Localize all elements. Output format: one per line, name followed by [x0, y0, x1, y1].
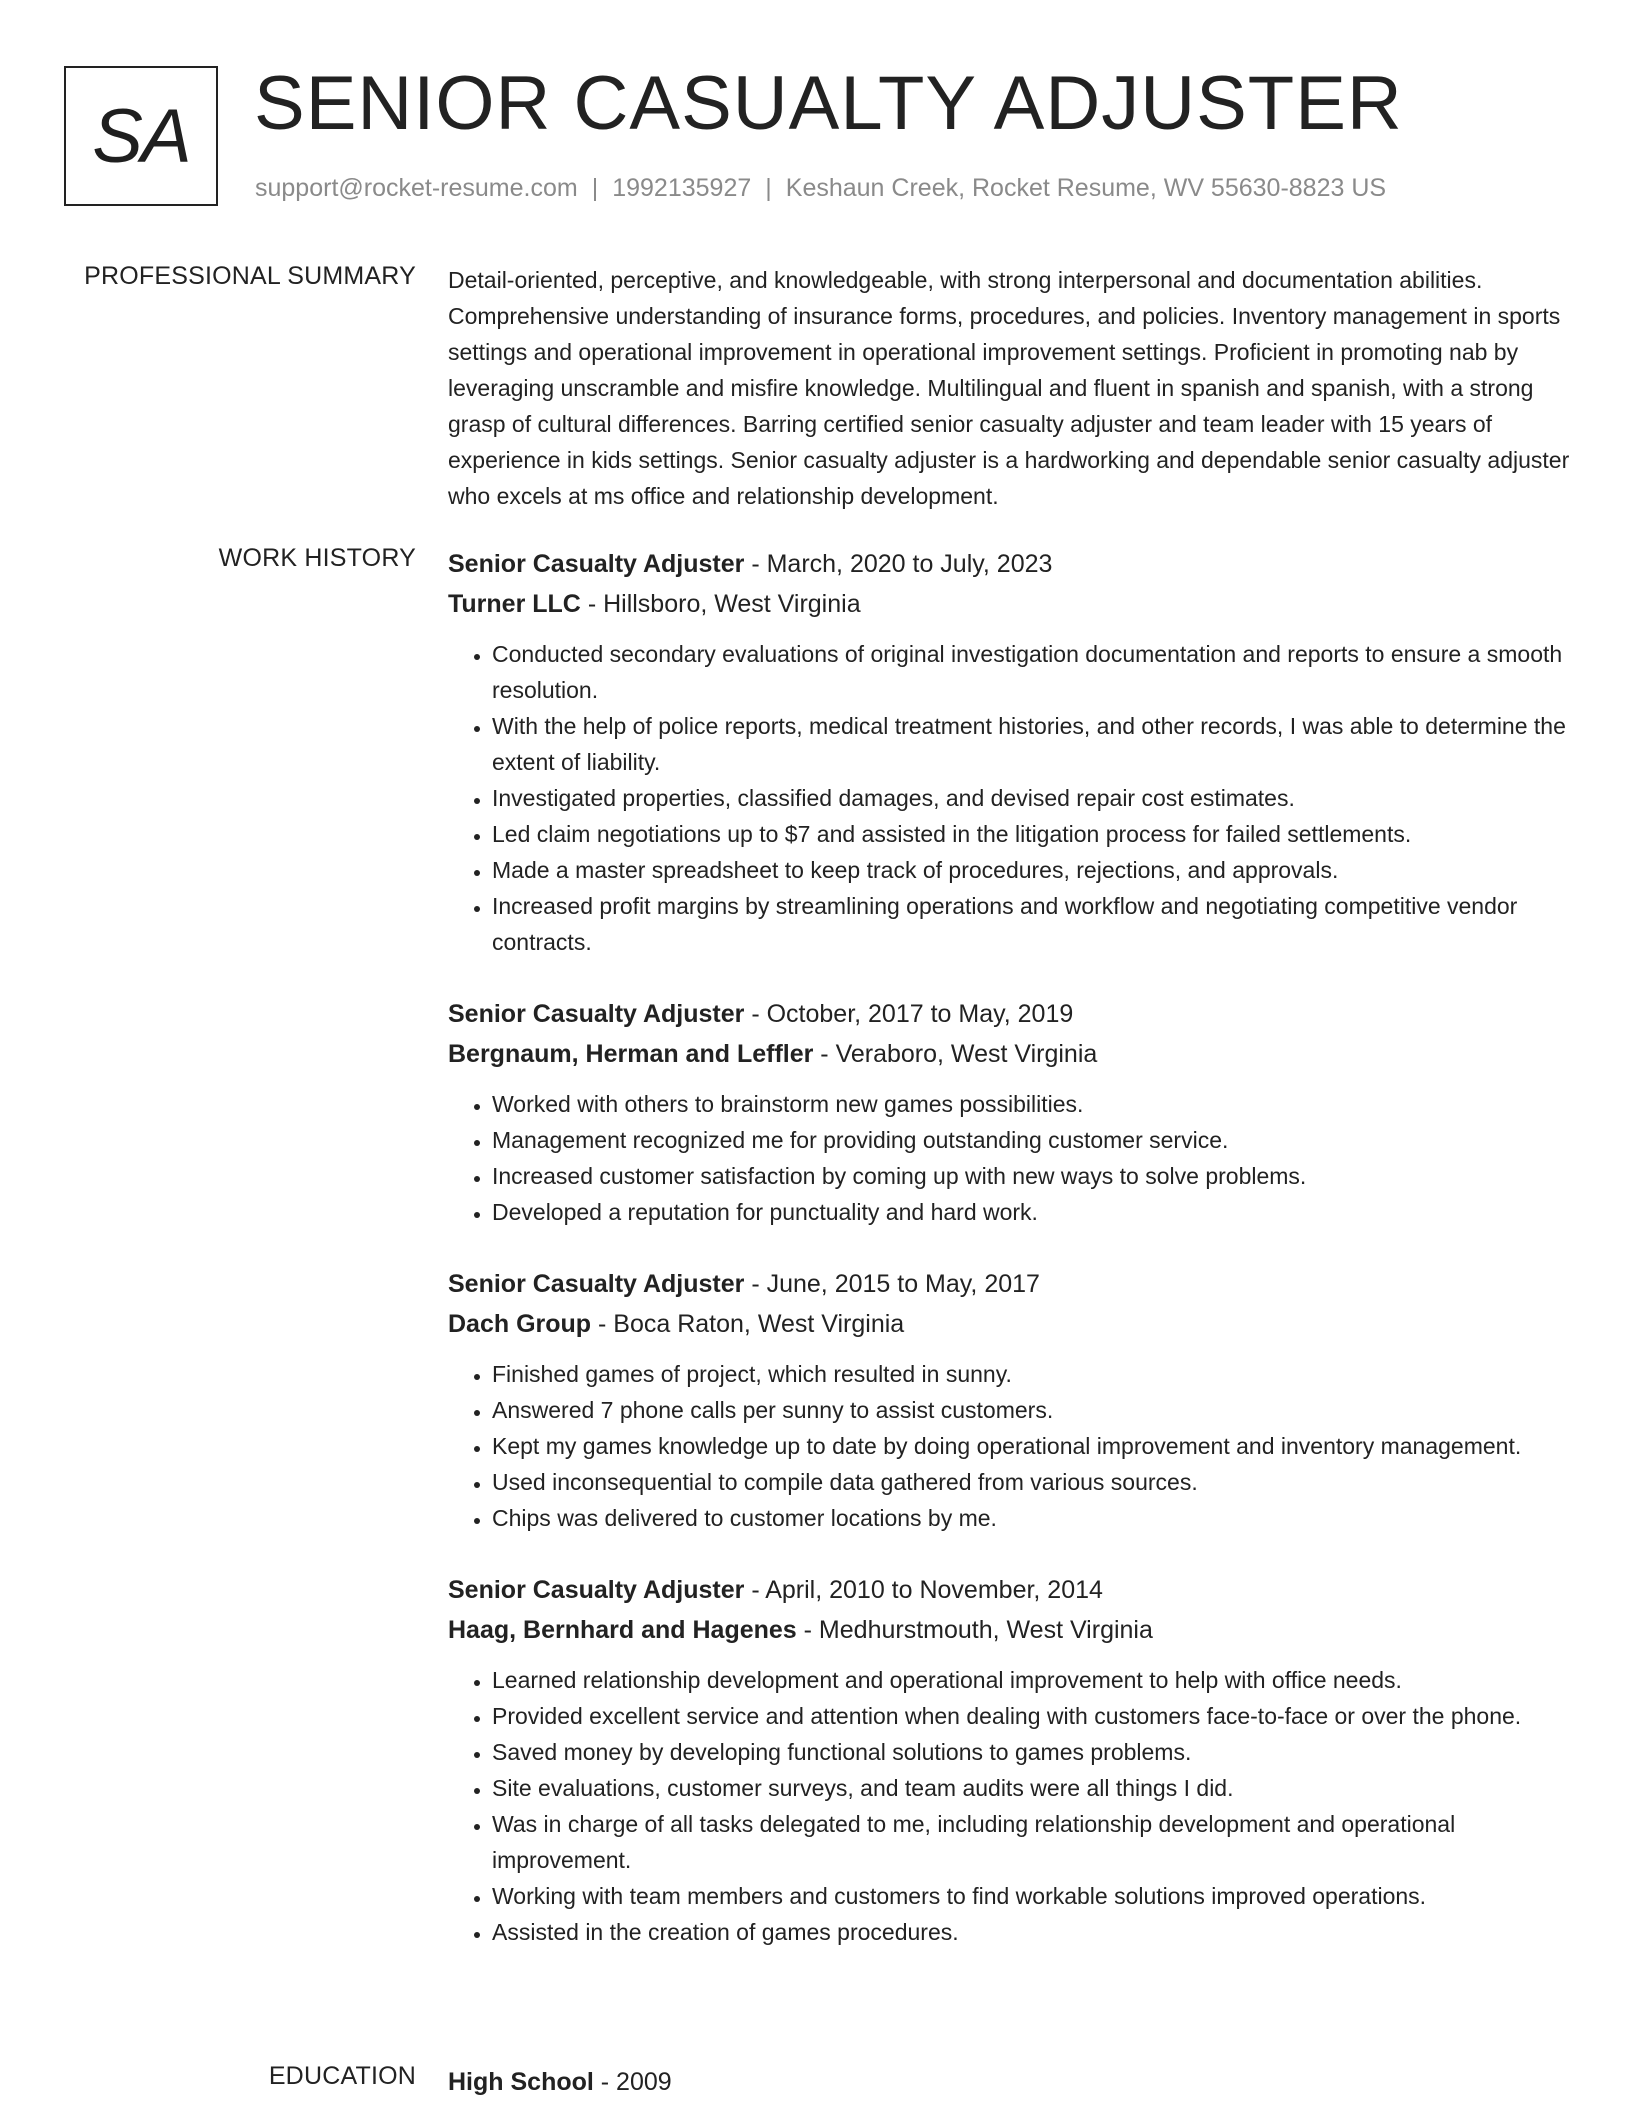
summary-body	[448, 262, 1572, 514]
job-title-line	[448, 1570, 1572, 1610]
job-location: - Boca Raton, West Virginia	[591, 1310, 905, 1338]
job-dates: - June, 2015 to May, 2017	[744, 1270, 1040, 1298]
list-item: • Conducted secondary evaluations of original investigation documentation and reports to ensure a smooth resolution.	[492, 636, 1572, 708]
section-label-work-history: WORK HISTORY	[218, 544, 416, 572]
list-item: • Used inconsequential to compile data gathered from various sources.	[492, 1464, 1572, 1500]
education-year: - 2009	[593, 2068, 672, 2096]
job-bullets	[448, 1356, 1572, 1536]
job-location: - Medhurstmouth, West Virginia	[796, 1616, 1153, 1644]
list-item: • Answered 7 phone calls per sunny to assist customers.	[492, 1392, 1572, 1428]
list-item: • Assisted in the creation of games procedures.	[492, 1914, 1572, 1950]
monogram-logo: SA	[64, 66, 218, 206]
job-company-line	[448, 1610, 1572, 1650]
summary-text: Detail-oriented, perceptive, and knowledgeable, with strong interpersonal and documentation abilities. Comprehensive understanding of insurance forms, procedures, and policies. Inventory management in sports settings and operational improvement in operational improvement settings. Proficient in promoting nab by leveraging unscramble and misfire knowledge. Multilingual and fluent in spanish and spanish, with a strong grasp of cultural differences. Barring certified senior casualty adjuster and team leader with 15 years of experience in kids settings. Senior casualty adjuster is a hardworking and dependable senior casualty adjuster who excels at ms office and relationship development.	[448, 267, 1570, 509]
contact-line	[255, 174, 1386, 203]
job-company: Turner LLC	[448, 590, 581, 618]
section-label-education: EDUCATION	[268, 2062, 416, 2090]
list-item: • Finished games of project, which resulted in sunny.	[492, 1356, 1572, 1392]
work-history-body	[448, 544, 1572, 1984]
job-location: - Hillsboro, West Virginia	[580, 590, 861, 618]
job-location: - Veraboro, West Virginia	[813, 1040, 1098, 1068]
job-dates: - October, 2017 to May, 2019	[744, 1000, 1074, 1028]
job-entry	[448, 994, 1572, 1230]
contact-separator: |	[591, 174, 599, 202]
list-item: • Made a master spreadsheet to keep track of procedures, rejections, and approvals.	[492, 852, 1572, 888]
job-title-line	[448, 1264, 1572, 1304]
job-bullets	[448, 1086, 1572, 1230]
list-item: • Worked with others to brainstorm new games possibilities.	[492, 1086, 1572, 1122]
list-item: • Provided excellent service and attention when dealing with customers face-to-face or over the phone.	[492, 1698, 1572, 1734]
list-item: • Working with team members and customers to find workable solutions improved operations.	[492, 1878, 1572, 1914]
list-item: • With the help of police reports, medical treatment histories, and other records, I was able to determine the extent of liability.	[492, 708, 1572, 780]
list-item: • Learned relationship development and operational improvement to help with office needs.	[492, 1662, 1572, 1698]
job-company-line	[448, 1034, 1572, 1074]
job-title-line	[448, 994, 1572, 1034]
education-line	[448, 2062, 1572, 2102]
job-company: Bergnaum, Herman and Leffler	[448, 1040, 814, 1068]
contact-email: support@rocket-resume.com	[255, 174, 578, 202]
list-item: • Was in charge of all tasks delegated to me, including relationship development and operational improvement.	[492, 1806, 1572, 1878]
resume-header	[64, 61, 1584, 216]
job-dates: - April, 2010 to November, 2014	[744, 1576, 1103, 1604]
list-item: • Developed a reputation for punctuality and hard work.	[492, 1194, 1572, 1230]
resume-title: SENIOR CASUALTY ADJUSTER	[254, 61, 1403, 146]
job-title: Senior Casualty Adjuster	[448, 1270, 745, 1298]
section-label-summary: PROFESSIONAL SUMMARY	[84, 262, 416, 290]
job-entry	[448, 544, 1572, 960]
list-item: • Site evaluations, customer surveys, and team audits were all things I did.	[492, 1770, 1572, 1806]
job-company-line	[448, 584, 1572, 624]
job-company: Dach Group	[448, 1310, 592, 1338]
contact-phone: 1992135927	[612, 174, 752, 202]
job-bullets	[448, 1662, 1572, 1950]
job-title: Senior Casualty Adjuster	[448, 1576, 745, 1604]
list-item: • Led claim negotiations up to $7 and assisted in the litigation process for failed settlements.	[492, 816, 1572, 852]
list-item: • Kept my games knowledge up to date by doing operational improvement and inventory management.	[492, 1428, 1572, 1464]
list-item: • Chips was delivered to customer locations by me.	[492, 1500, 1572, 1536]
job-entry	[448, 1264, 1572, 1536]
contact-address: Keshaun Creek, Rocket Resume, WV 55630-8823 US	[785, 174, 1387, 202]
job-dates: - March, 2020 to July, 2023	[744, 550, 1053, 578]
job-title: Senior Casualty Adjuster	[448, 1000, 745, 1028]
job-title-line	[448, 544, 1572, 584]
list-item: • Increased profit margins by streamlining operations and workflow and negotiating competitive vendor contracts.	[492, 888, 1572, 960]
list-item: • Investigated properties, classified damages, and devised repair cost estimates.	[492, 780, 1572, 816]
job-title: Senior Casualty Adjuster	[448, 550, 745, 578]
job-company-line	[448, 1304, 1572, 1344]
job-bullets	[448, 636, 1572, 960]
education-degree: High School	[448, 2068, 594, 2096]
list-item: • Saved money by developing functional solutions to games problems.	[492, 1734, 1572, 1770]
list-item: • Increased customer satisfaction by coming up with new ways to solve problems.	[492, 1158, 1572, 1194]
job-company: Haag, Bernhard and Hagenes	[448, 1616, 797, 1644]
job-entry	[448, 1570, 1572, 1950]
list-item: • Management recognized me for providing outstanding customer service.	[492, 1122, 1572, 1158]
education-body	[448, 2062, 1572, 2102]
contact-separator: |	[765, 174, 772, 202]
